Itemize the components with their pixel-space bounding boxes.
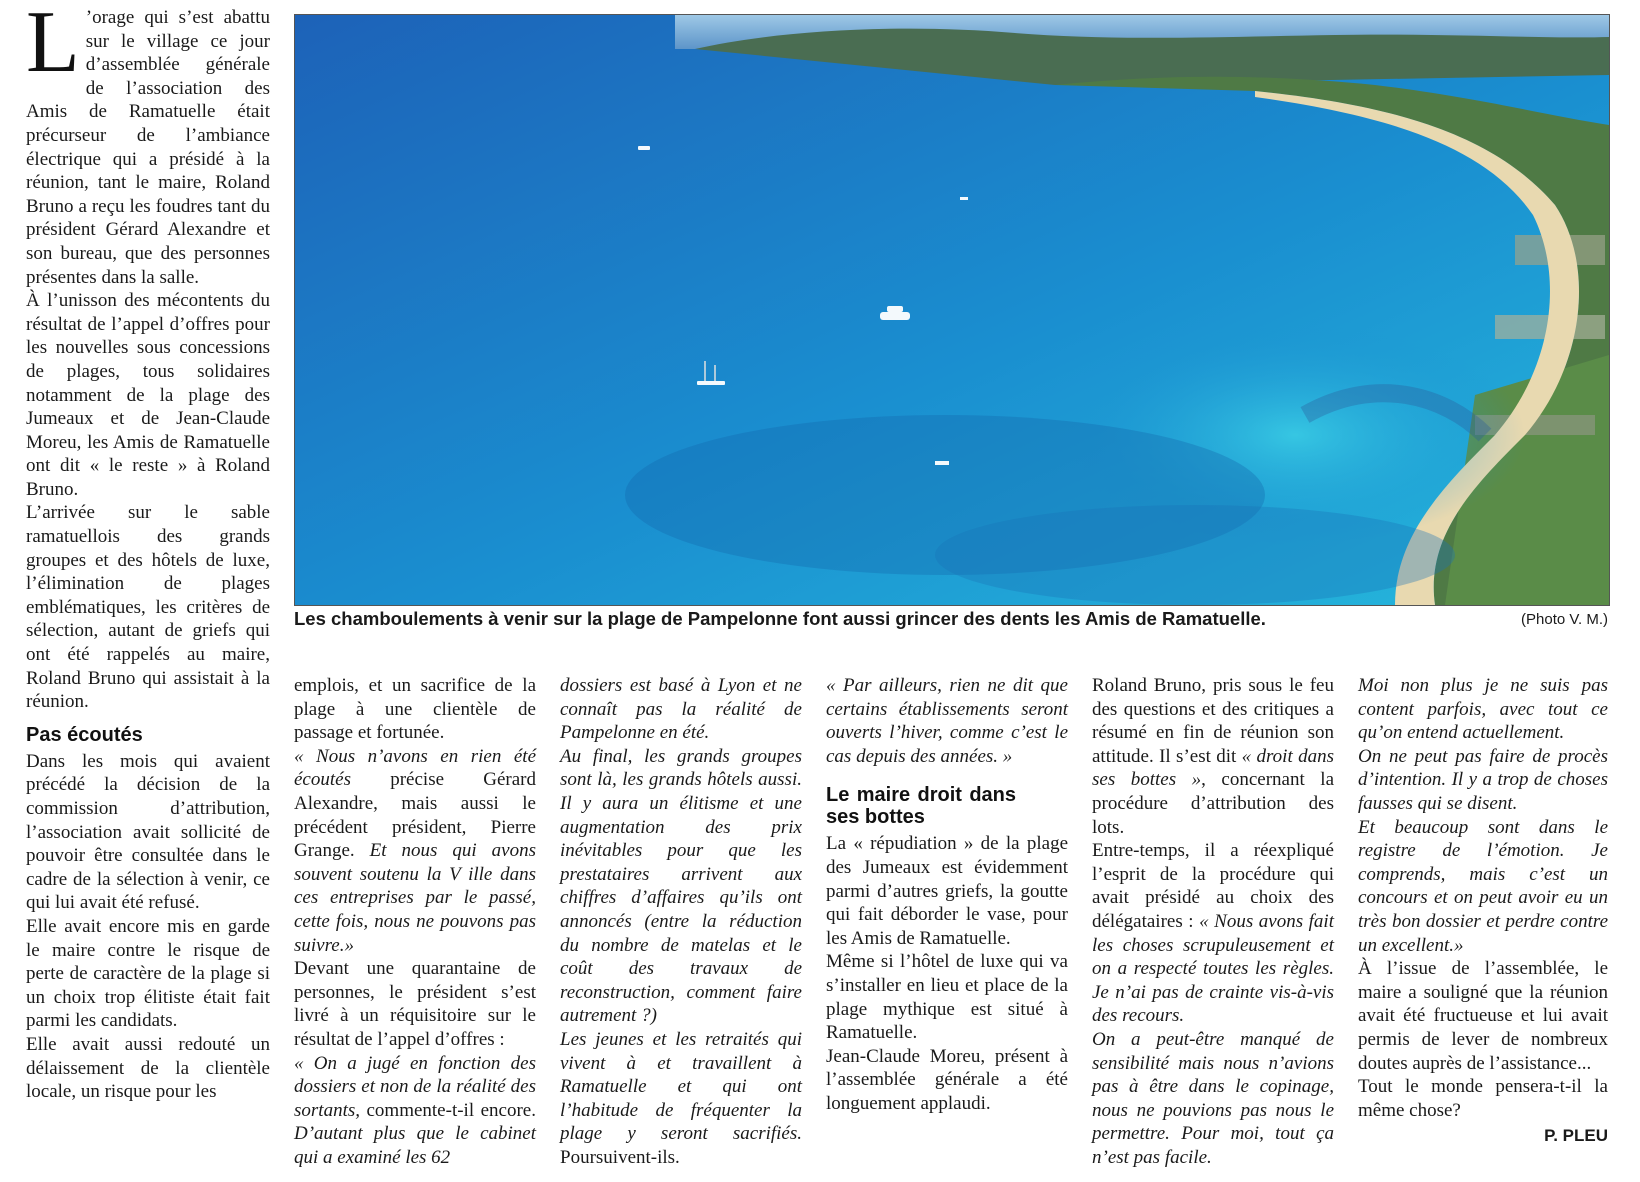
- paragraph: Tout le monde pensera-t-il la même chose?: [1358, 1076, 1608, 1121]
- paragraph: L ’orage qui s’est abattu sur le village ce jour d’assemblée générale de l’association des Amis de Ramatuelle était précurseur de l’ambiance électrique qui a présidé à la réunion, tant le maire, Roland Bruno a reçu les foudres tant du président Gérard Alexandre et son bureau, que des personnes présentes dans la salle.: [26, 0, 270, 288]
- paragraph: Au final, les grands groupes sont là, les grands hôtels aussi. Il y aura un élitisme et une augmentation des prix inévitables pour que les prestataires arrivent aux chiffres d’affaires qu’ils ont annoncés (entre la réduction du nombre de matelas et le coût des travaux de reconstruction, comment faire autrement ?): [560, 745, 802, 1027]
- paragraph: Devant une quarantaine de personnes, le président s’est livré à un réquisitoire sur le résultat de l’appel d’offres :: [294, 958, 536, 1050]
- photo-caption: [294, 608, 1608, 632]
- article-column-5: [1092, 674, 1334, 1169]
- paragraph: Elle avait aussi redouté un délaissement de la clientèle locale, un risque pour les: [26, 1033, 270, 1103]
- paragraph: Jean-Claude Moreu, présent à l’assemblée générale a été longuement applaudi.: [826, 1045, 1068, 1114]
- paragraph: Moi non plus je ne suis pas content parfois, avec tout ce qu’on entend actuellement.: [1358, 675, 1608, 744]
- paragraph: La « répudiation » de la plage des Jumeaux est évidemment parmi d’autres griefs, la goutte qui fait déborder le vase, pour les Amis de Ramatuelle.: [826, 833, 1068, 949]
- article-column-4: [826, 674, 1068, 1116]
- paragraph: dossiers est basé à Lyon et ne connaît pas la réalité de Pampelonne en été.: [560, 675, 802, 744]
- paragraph: Roland Bruno, pris sous le feu des questions et des critiques a résumé en fin de réunion son attitude. Il s’est dit « droit dans ses bottes », concernant la procédure d’attribution des lots.: [1092, 675, 1334, 838]
- paragraph: On a peut-être manqué de sensibilité mais nous n’avions pas à être dans le copinage, nous ne pouvions pas nous le permettre. Pour moi, tout ça n’est pas facile.: [1092, 1028, 1334, 1168]
- photo-illustration: [295, 15, 1609, 605]
- paragraph: « Nous n’avons en rien été écoutés précise Gérard Alexandre, mais aussi le précédent président, Pierre Grange. Et nous qui avons souvent soutenu la V ille dans ces entreprises par le passé, cette fois, nous ne pouvons pas suivre.»: [294, 745, 536, 956]
- paragraph: L’arrivée sur le sable ramatuellois des grands groupes et des hôtels de luxe, l’élimination de plages emblématiques, les critères de sélection, autant de griefs qui ont été rappelés au maire, Roland Bruno qui assistait à la réunion.: [26, 502, 270, 713]
- paragraph: On ne peut pas faire de procès d’intention. Il y a trop de choses fausses qui se disent.: [1358, 745, 1608, 814]
- article-column-2: [294, 674, 536, 1169]
- author-signature: P. PLEU: [1544, 1126, 1608, 1146]
- paragraph: Dans les mois qui avaient précédé la décision de la commission d’attribution, l’association avait sollicité de pouvoir être consultée dans le cadre de la sélection à venir, ce qui lui avait été refusé.: [26, 750, 270, 914]
- paragraph: « Par ailleurs, rien ne dit que certains établissements seront ouverts l’hiver, comme c’est le cas depuis des années. »: [826, 675, 1068, 767]
- paragraph: À l’unisson des mécontents du résultat de l’appel d’offres pour les nouvelles sous concessions de plages, tous solidaires notamment de la plage des Jumeaux et de Jean-Claude Moreu, les Amis de Ramatuelle ont dit « le reste » à Roland Bruno.: [26, 290, 270, 500]
- photo-credit: (Photo V. M.): [1521, 611, 1608, 628]
- paragraph: À l’issue de l’assemblée, le maire a souligné que la réunion avait été fructueuse et lui avait permis de lever de nombreux doutes auprès de l’assistance...: [1358, 958, 1608, 1074]
- paragraph: « On a jugé en fonction des dossiers et non de la réalité des sortants, commente-t-il encore. D’autant plus que le cabinet qui a examiné les 62: [294, 1052, 536, 1168]
- article-column-6: [1358, 674, 1608, 1148]
- paragraph: Les jeunes et les retraités qui vivent à et travaillent à Ramatuelle et qui ont l’habitude de fréquenter la plage y seront sacrifiés. Poursuivent-ils.: [560, 1028, 802, 1168]
- paragraph: emplois, et un sacrifice de la plage à une clientèle de passage et fortunée.: [294, 675, 536, 744]
- article-column-3: [560, 674, 802, 1169]
- beach-aerial-photo: [294, 14, 1610, 606]
- paragraph: Entre-temps, il a réexpliqué l’esprit de la procédure qui avait présidé au choix des délégataires : « Nous avons fait les choses scrupuleusement et on a respecté toutes les règles. Je n’ai pas de crainte vis-à-vis des recours.: [1092, 840, 1334, 1027]
- subheading-maire-droit: Le maire droit dans ses bottes: [826, 784, 1016, 829]
- caption-text: Les chamboulements à venir sur la plage de Pampelonne font aussi grincer des dents les Amis de Ramatuelle.: [294, 608, 1266, 629]
- drop-cap: L: [26, 0, 80, 91]
- subheading-pas-ecoutes: Pas écoutés: [26, 723, 143, 746]
- article-column-1: [26, 0, 270, 1104]
- paragraph: Et beaucoup sont dans le registre de l’émotion. Je comprends, mais c’est un concours et on peut avoir eu un très bon dossier et perdre contre un excellent.»: [1358, 816, 1608, 956]
- paragraph: Elle avait encore mis en garde le maire contre le risque de perte de caractère de la plage si un choix trop élitiste était fait parmi les candidats.: [26, 915, 270, 1032]
- paragraph: Même si l’hôtel de luxe qui va s’installer en lieu et place de la plage mythique est situé à Ramatuelle.: [826, 951, 1068, 1044]
